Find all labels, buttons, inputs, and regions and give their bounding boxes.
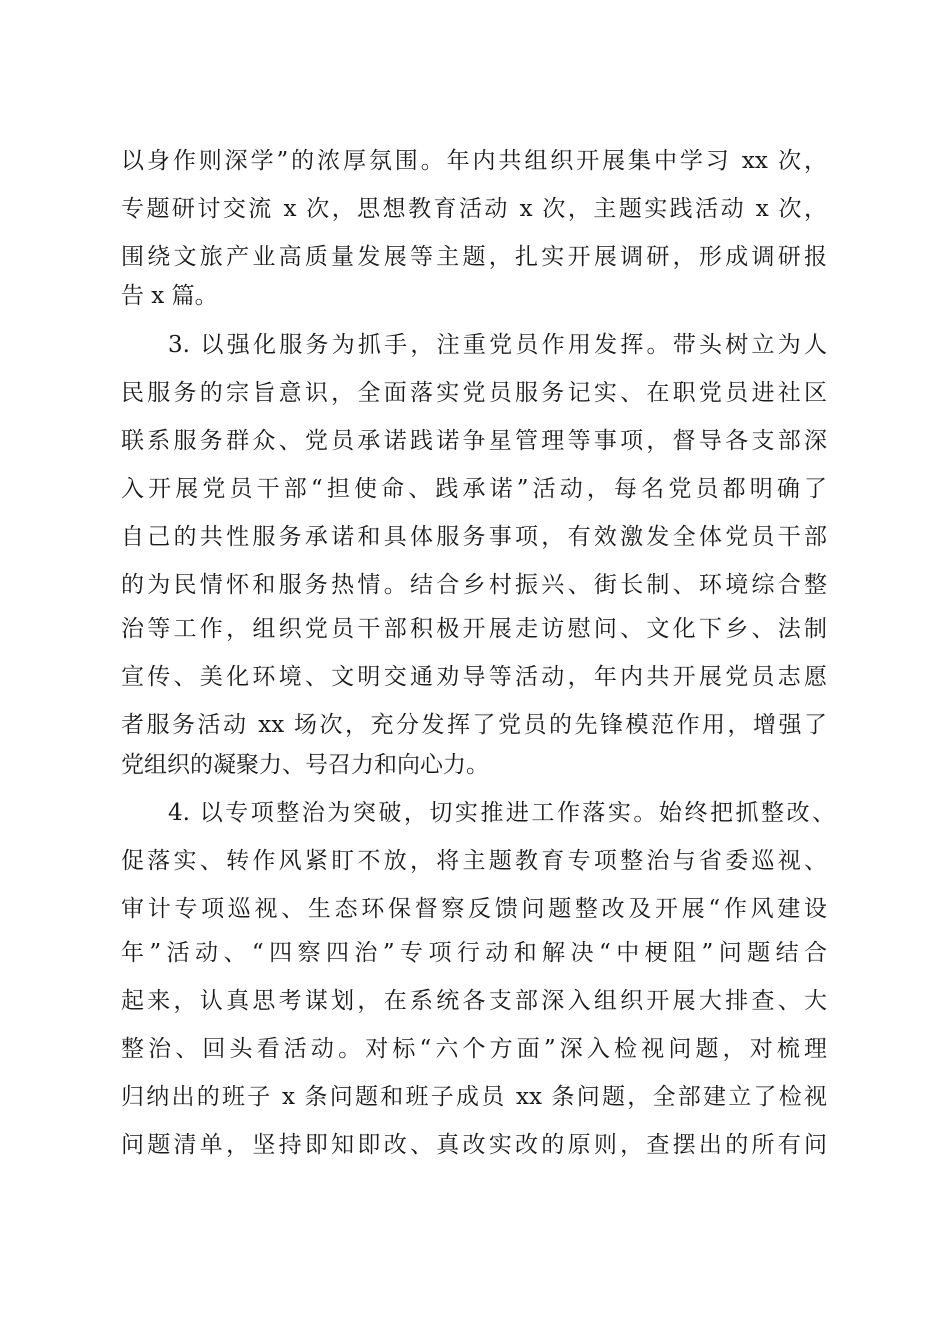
text-line: 入开展党员干部“担使命、践承诺”活动，每名党员都明确了 <box>121 476 827 502</box>
text-line: 治等工作，组织党员干部积极开展走访慰问、文化下乡、法制 <box>121 616 827 642</box>
text-line: 自己的共性服务承诺和具体服务事项，有效激发全体党员干部 <box>121 524 827 550</box>
text-line: 整治、回头看活动。对标“六个方面”深入检视问题，对梳理 <box>121 1036 827 1062</box>
text-line: 问题清单，坚持即知即改、真改实改的原则，查摆出的所有问 <box>121 1132 827 1158</box>
text-line: 民服务的宗旨意识，全面落实党员服务记实、在职党员进社区 <box>121 380 827 406</box>
paragraph-3-heading-line: 3. 以强化服务为抓手，注重党员作用发挥。带头树立为人 <box>168 332 827 358</box>
text-line: 者服务活动 xx 场次，充分发挥了党员的先锋模范作用，增强了 <box>121 712 827 738</box>
text-line: 年”活动、“四察四治”专项行动和解决“中梗阻”问题结合 <box>121 940 827 966</box>
text-line: 告 x 篇。 <box>121 283 218 309</box>
text-line: 专题研讨交流 x 次，思想教育活动 x 次，主题实践活动 x 次， <box>121 196 827 222</box>
text-line: 以身作则深学”的浓厚氛围。年内共组织开展集中学习 xx 次， <box>121 148 827 174</box>
text-line: 联系服务群众、党员承诺践诺争星管理等事项，督导各支部深 <box>121 428 827 454</box>
text-line: 审计专项巡视、生态环保督察反馈问题整改及开展“作风建设 <box>121 896 827 922</box>
text-line: 的为民情怀和服务热情。结合乡村振兴、街长制、环境综合整 <box>121 572 827 598</box>
text-line: 党组织的凝聚力、号召力和向心力。 <box>121 752 489 778</box>
text-line: 起来，认真思考谋划，在系统各支部深入组织开展大排查、大 <box>121 988 827 1014</box>
text-line: 围绕文旅产业高质量发展等主题，扎实开展调研，形成调研报 <box>121 244 827 270</box>
text-line: 宣传、美化环境、文明交通劝导等活动，年内共开展党员志愿 <box>121 664 827 690</box>
text-line: 促落实、转作风紧盯不放，将主题教育专项整治与省委巡视、 <box>121 848 827 874</box>
text-line: 归纳出的班子 x 条问题和班子成员 xx 条问题，全部建立了检视 <box>121 1084 827 1110</box>
paragraph-4-heading-line: 4. 以专项整治为突破，切实推进工作落实。始终把抓整改、 <box>168 800 835 826</box>
